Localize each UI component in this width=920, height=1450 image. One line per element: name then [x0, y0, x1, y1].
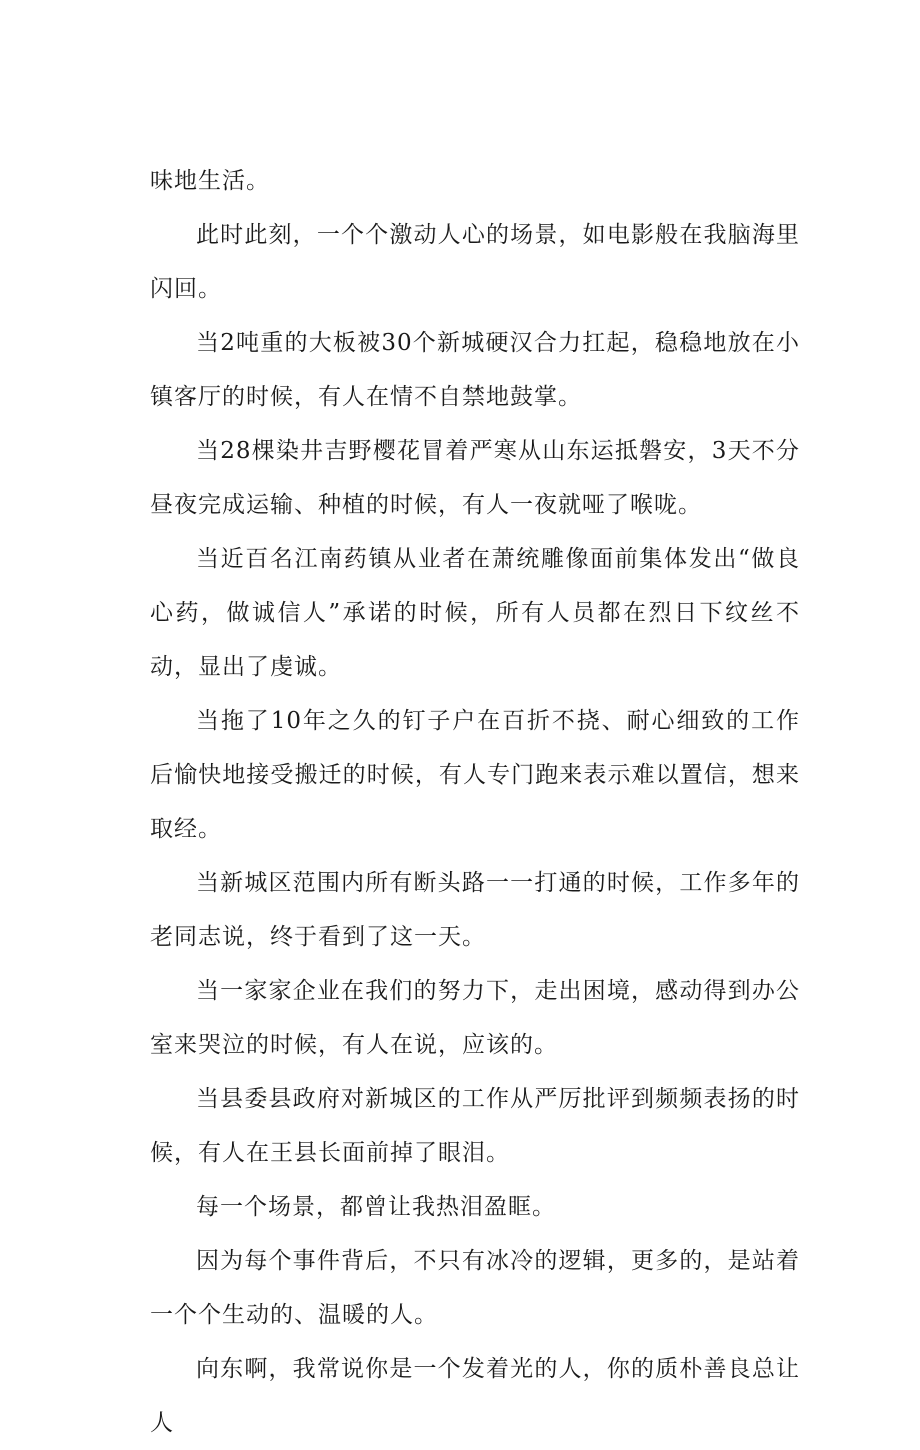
- paragraph: 当拖了10年之久的钉子户在百折不挠、耐心细致的工作后愉快地接受搬迁的时候，有人专门跑来表示难以置信，想来取经。: [150, 708, 800, 842]
- paragraph-continuation: 味地生活。: [150, 168, 270, 194]
- document-body: [150, 154, 800, 1450]
- paragraph: 此时此刻，一个个激动人心的场景，如电影般在我脑海里闪回。: [150, 222, 800, 302]
- paragraph: 当新城区范围内所有断头路一一打通的时候，工作多年的老同志说，终于看到了这一天。: [150, 870, 800, 950]
- paragraph: 当一家家企业在我们的努力下，走出困境，感动得到办公室来哭泣的时候，有人在说，应该的。: [150, 978, 800, 1058]
- paragraph: 因为每个事件背后，不只有冰冷的逻辑，更多的，是站着一个个生动的、温暖的人。: [150, 1248, 800, 1328]
- paragraph: 当近百名江南药镇从业者在萧统雕像面前集体发出“做良心药，做诚信人”承诺的时候，所有人员都在烈日下纹丝不动，显出了虔诚。: [150, 546, 800, 680]
- paragraph: 向东啊，我常说你是一个发着光的人，你的质朴善良总让人: [150, 1356, 800, 1436]
- paragraph: 当2吨重的大板被30个新城硬汉合力扛起，稳稳地放在小镇客厅的时候，有人在情不自禁地鼓掌。: [150, 330, 800, 410]
- paragraph: 当县委县政府对新城区的工作从严厉批评到频频表扬的时候，有人在王县长面前掉了眼泪。: [150, 1086, 800, 1166]
- paragraph: 当28棵染井吉野樱花冒着严寒从山东运抵磐安，3天不分昼夜完成运输、种植的时候，有人一夜就哑了喉咙。: [150, 438, 800, 518]
- paragraph: 每一个场景，都曾让我热泪盈眶。: [196, 1194, 556, 1220]
